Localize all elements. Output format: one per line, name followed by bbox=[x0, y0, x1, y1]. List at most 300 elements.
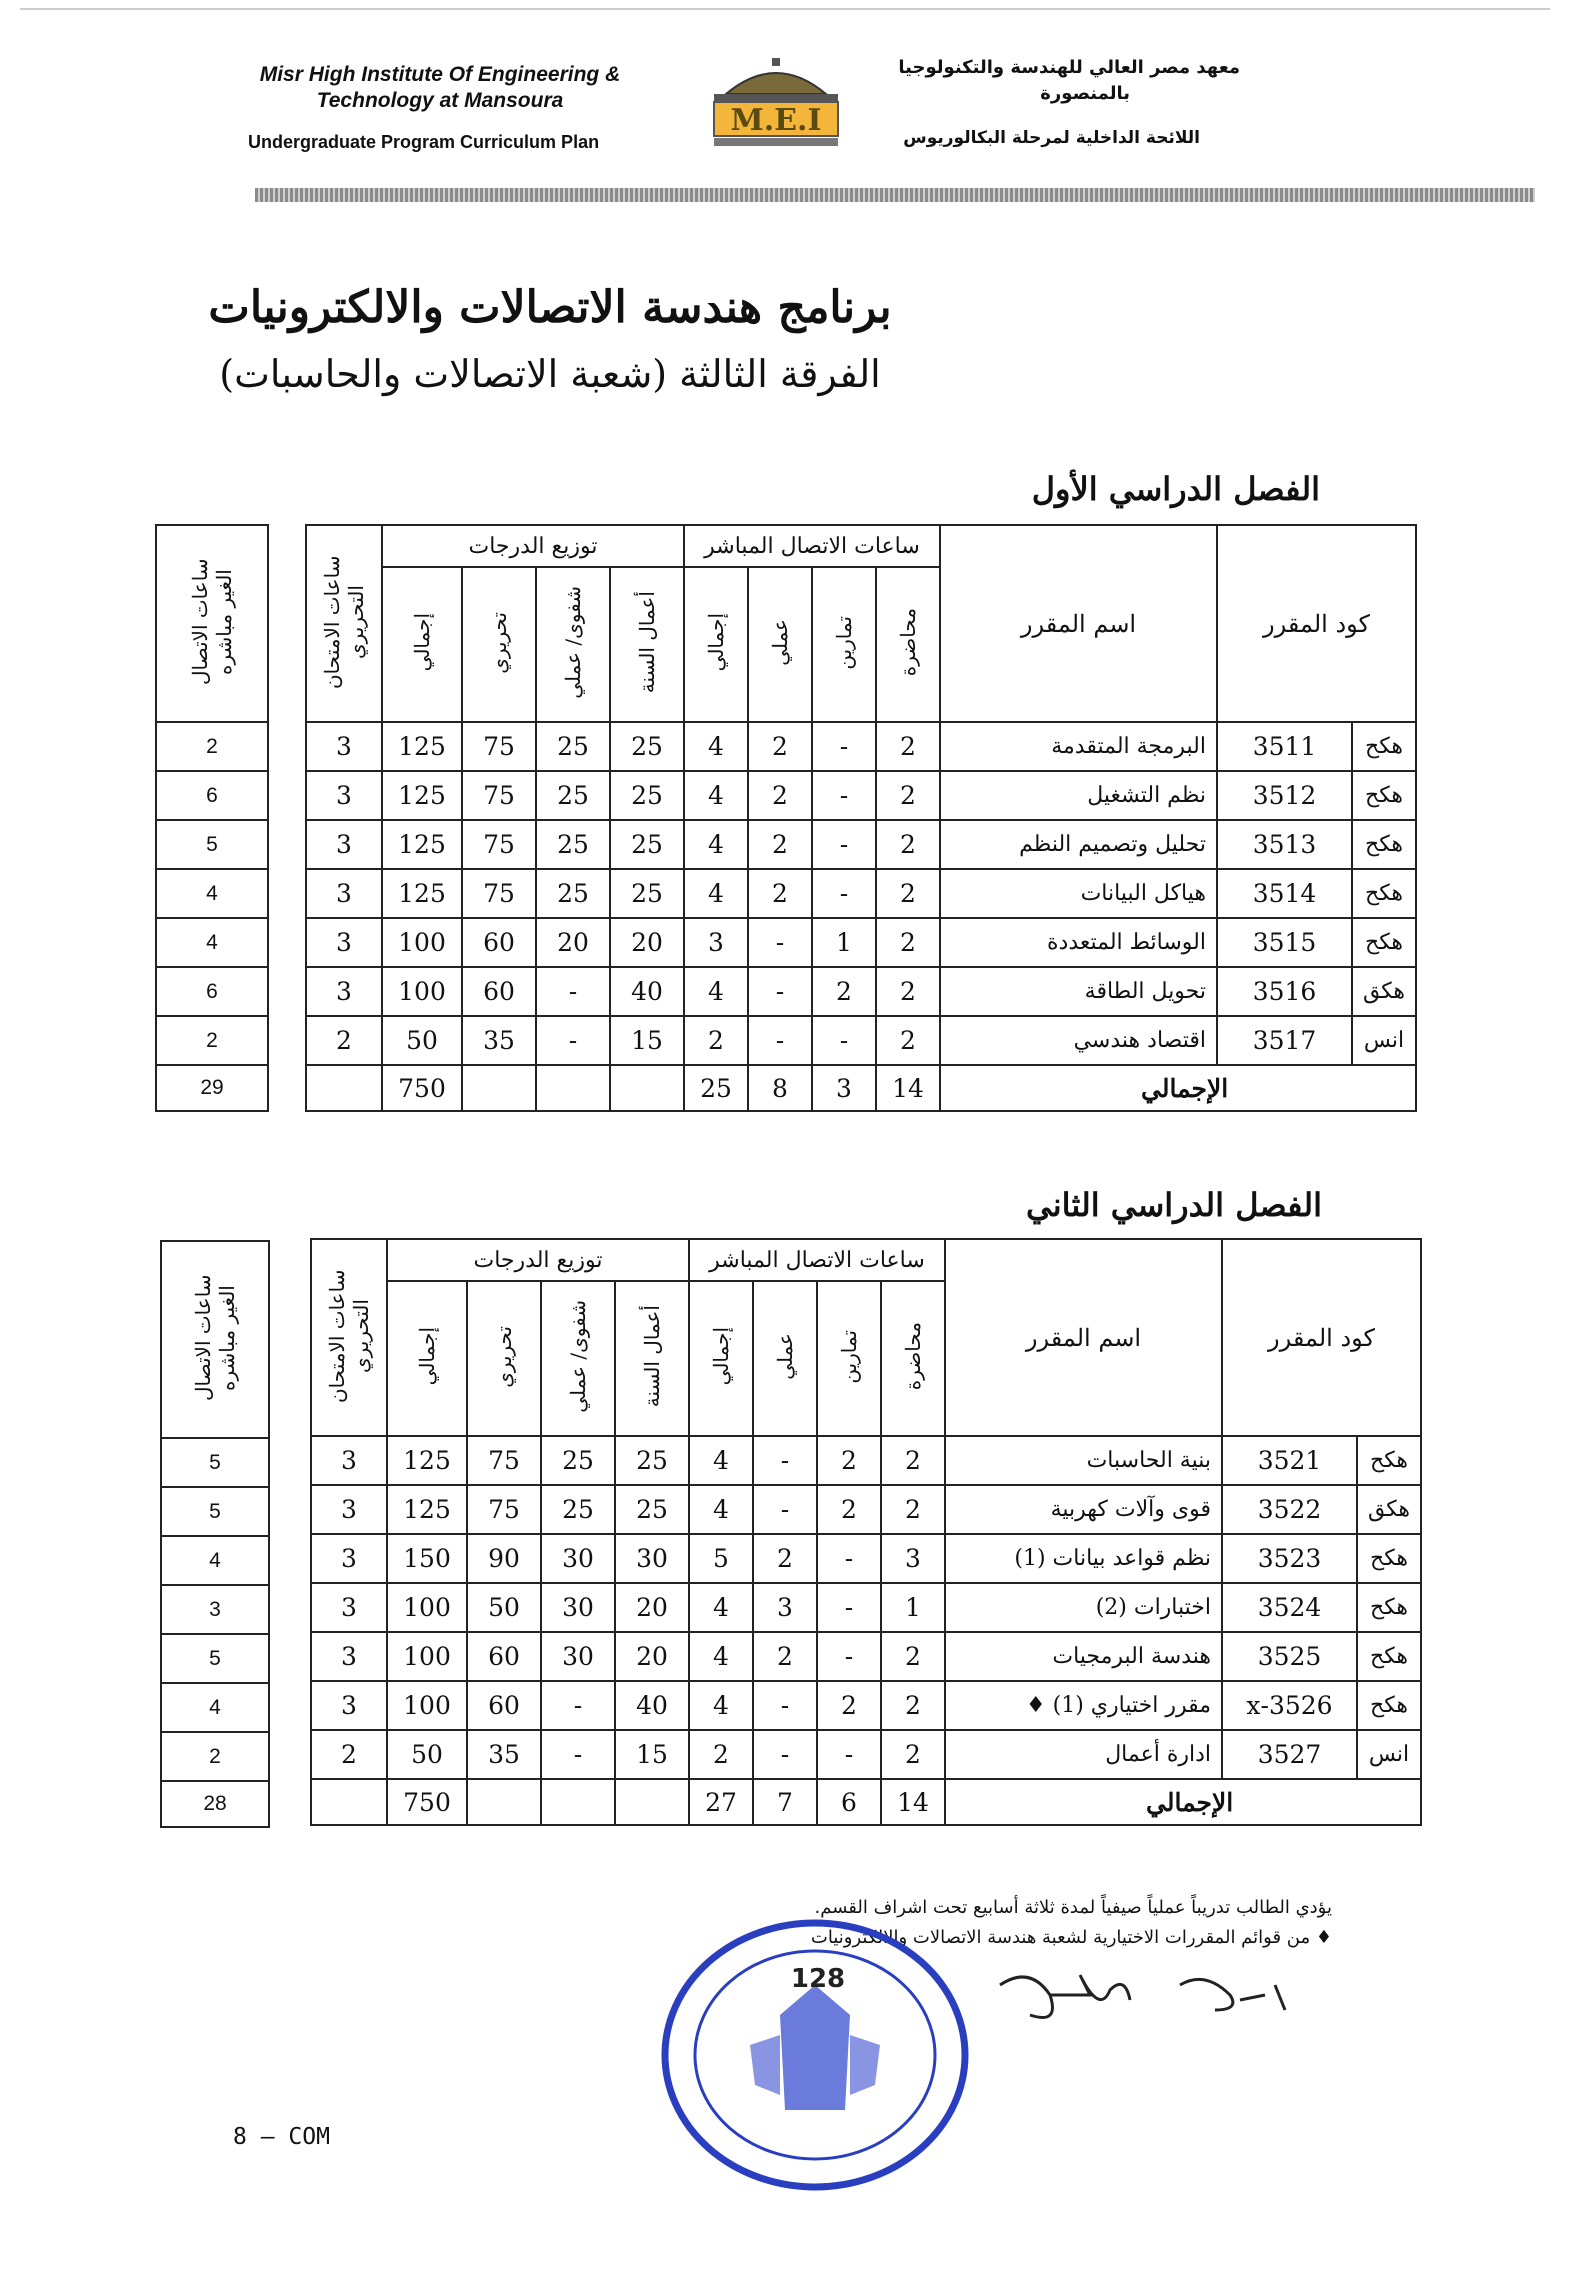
indirect-row bbox=[161, 1487, 269, 1536]
tutorial-hours: - bbox=[817, 1583, 881, 1632]
col-course-name: اسم المقرر bbox=[940, 525, 1217, 722]
exam-hours: 2 bbox=[306, 1016, 382, 1065]
course-row bbox=[306, 771, 1416, 820]
course-row bbox=[306, 820, 1416, 869]
course-code: 3512 bbox=[1217, 771, 1352, 820]
indirect-hours: 2 bbox=[161, 1732, 269, 1781]
course-dept: هكح bbox=[1357, 1632, 1421, 1681]
course-dept: هكق bbox=[1352, 967, 1416, 1016]
indirect-row bbox=[156, 1016, 268, 1065]
exam-hours: 3 bbox=[306, 967, 382, 1016]
col-tutorial bbox=[817, 1281, 881, 1436]
course-code: 3523 bbox=[1222, 1534, 1357, 1583]
total-hours: 4 bbox=[684, 820, 748, 869]
total-lecture: 14 bbox=[876, 1065, 940, 1111]
col-year-work bbox=[615, 1281, 689, 1436]
total-hours-label: إجمالي bbox=[704, 613, 728, 672]
lecture-label: محاضرة bbox=[896, 608, 920, 677]
course-code: 3526-x bbox=[1222, 1681, 1357, 1730]
total-hours: 4 bbox=[684, 967, 748, 1016]
course-code: 3516 bbox=[1217, 967, 1352, 1016]
course-name: تحويل الطاقة bbox=[940, 967, 1217, 1016]
lecture-hours: 1 bbox=[881, 1583, 945, 1632]
col-grade-total bbox=[387, 1281, 467, 1436]
year-work-grade: 15 bbox=[615, 1730, 689, 1779]
total-oral bbox=[541, 1779, 615, 1825]
practical-hours: 3 bbox=[753, 1583, 817, 1632]
course-row bbox=[311, 1534, 1421, 1583]
tutorial-hours: 1 bbox=[812, 918, 876, 967]
written-grade: 90 bbox=[467, 1534, 541, 1583]
total-hours: 4 bbox=[684, 771, 748, 820]
year-work-grade: 20 bbox=[615, 1632, 689, 1681]
course-name: اقتصاد هندسي bbox=[940, 1016, 1217, 1065]
lecture-hours: 3 bbox=[881, 1534, 945, 1583]
course-row bbox=[311, 1681, 1421, 1730]
tutorial-hours: - bbox=[812, 1016, 876, 1065]
institute-ar-line2: بالمنصورة bbox=[1040, 83, 1130, 104]
course-dept: هكح bbox=[1352, 722, 1416, 771]
course-row bbox=[306, 1016, 1416, 1065]
course-name: مقرر اختياري (1) ♦ bbox=[945, 1681, 1222, 1730]
total-year-work bbox=[610, 1065, 684, 1111]
course-dept: هكح bbox=[1357, 1681, 1421, 1730]
exam-hours-label: ساعات الامتحان التحريري bbox=[320, 554, 368, 689]
course-row bbox=[311, 1583, 1421, 1632]
lecture-hours: 2 bbox=[876, 869, 940, 918]
course-name: هياكل البيانات bbox=[940, 869, 1217, 918]
written-grade: 75 bbox=[462, 820, 536, 869]
indirect-row bbox=[161, 1683, 269, 1732]
course-row bbox=[306, 722, 1416, 771]
oral-grade: 25 bbox=[536, 869, 610, 918]
year-work-grade: 30 bbox=[615, 1534, 689, 1583]
logo-lettering: M.E.I bbox=[730, 103, 822, 138]
course-code: 3527 bbox=[1222, 1730, 1357, 1779]
indirect-total: 28 bbox=[161, 1781, 269, 1827]
grade-total-label: إجمالي bbox=[415, 1327, 439, 1386]
col-grade-total bbox=[382, 567, 462, 722]
indirect-hours-label: ساعات الاتصال الغير مباشره bbox=[191, 1274, 239, 1401]
totals-label: الإجمالي bbox=[940, 1065, 1416, 1111]
course-row bbox=[306, 918, 1416, 967]
exam-hours: 3 bbox=[311, 1681, 387, 1730]
total-hours: 4 bbox=[684, 722, 748, 771]
lecture-hours: 2 bbox=[876, 722, 940, 771]
col-written bbox=[467, 1281, 541, 1436]
institute-name-en bbox=[230, 62, 650, 114]
year-work-grade: 25 bbox=[615, 1436, 689, 1485]
practical-hours: 2 bbox=[753, 1534, 817, 1583]
total-exam bbox=[306, 1065, 382, 1111]
col-practical bbox=[748, 567, 812, 722]
total-contact: 27 bbox=[689, 1779, 753, 1825]
course-name: بنية الحاسبات bbox=[945, 1436, 1222, 1485]
total-hours: 4 bbox=[689, 1681, 753, 1730]
course-name: هندسة البرمجيات bbox=[945, 1632, 1222, 1681]
col-total-hours bbox=[684, 567, 748, 722]
col-contact-hours: ساعات الاتصال المباشر bbox=[684, 525, 940, 567]
practical-hours: - bbox=[753, 1485, 817, 1534]
indirect-hours: 4 bbox=[156, 869, 268, 918]
written-grade: 60 bbox=[462, 967, 536, 1016]
lecture-label: محاضرة bbox=[901, 1322, 925, 1391]
col-lecture bbox=[876, 567, 940, 722]
practical-hours: - bbox=[748, 918, 812, 967]
course-name: نظم التشغيل bbox=[940, 771, 1217, 820]
col-tutorial bbox=[812, 567, 876, 722]
course-code: 3514 bbox=[1217, 869, 1352, 918]
lecture-hours: 2 bbox=[881, 1632, 945, 1681]
course-dept: هكح bbox=[1357, 1583, 1421, 1632]
tutorial-label: تمارين bbox=[832, 615, 856, 670]
oral-grade: 25 bbox=[536, 771, 610, 820]
plan-title-en: Undergraduate Program Curriculum Plan bbox=[248, 132, 600, 152]
year-work-grade: 25 bbox=[610, 771, 684, 820]
course-dept: هكق bbox=[1357, 1485, 1421, 1534]
course-dept: هكح bbox=[1352, 771, 1416, 820]
written-grade: 35 bbox=[462, 1016, 536, 1065]
semester1-indirect-body bbox=[156, 722, 268, 1111]
course-dept: هكح bbox=[1357, 1534, 1421, 1583]
total-grades: 750 bbox=[387, 1779, 467, 1825]
exam-hours: 3 bbox=[311, 1632, 387, 1681]
header-divider bbox=[255, 188, 1535, 202]
year-work-grade: 25 bbox=[610, 722, 684, 771]
total-contact: 25 bbox=[684, 1065, 748, 1111]
oral-grade: - bbox=[541, 1681, 615, 1730]
totals-label: الإجمالي bbox=[945, 1779, 1421, 1825]
semester1-indirect-table bbox=[155, 524, 269, 1112]
signature bbox=[990, 1955, 1320, 2045]
practical-hours: 2 bbox=[748, 722, 812, 771]
course-name: اختبارات (2) bbox=[945, 1583, 1222, 1632]
indirect-row bbox=[156, 967, 268, 1016]
tutorial-hours: - bbox=[817, 1534, 881, 1583]
totals-row bbox=[306, 1065, 1416, 1111]
year-work-grade: 40 bbox=[615, 1681, 689, 1730]
written-grade: 60 bbox=[467, 1632, 541, 1681]
semester1-table bbox=[305, 524, 1417, 1112]
total-hours: 3 bbox=[684, 918, 748, 967]
grade-total: 125 bbox=[382, 820, 462, 869]
grade-total: 50 bbox=[382, 1016, 462, 1065]
semester2-body bbox=[311, 1436, 1421, 1825]
grade-total: 100 bbox=[382, 967, 462, 1016]
total-hours: 4 bbox=[684, 869, 748, 918]
total-written bbox=[467, 1779, 541, 1825]
indirect-row bbox=[161, 1585, 269, 1634]
institute-logo bbox=[706, 56, 846, 154]
course-name: ادارة أعمال bbox=[945, 1730, 1222, 1779]
written-label: تحريري bbox=[492, 1325, 516, 1388]
course-row bbox=[306, 967, 1416, 1016]
institute-ar-line1: معهد مصر العالي للهندسة والتكنولوجيا bbox=[898, 57, 1240, 78]
indirect-hours: 2 bbox=[156, 1016, 268, 1065]
institute-en-line1: Misr High Institute Of Engineering & bbox=[259, 63, 621, 86]
indirect-hours: 4 bbox=[161, 1683, 269, 1732]
course-code: 3525 bbox=[1222, 1632, 1357, 1681]
year-work-grade: 15 bbox=[610, 1016, 684, 1065]
tutorial-hours: 2 bbox=[817, 1681, 881, 1730]
tutorial-hours: - bbox=[812, 869, 876, 918]
practical-label: عملي bbox=[773, 1333, 797, 1380]
total-hours: 2 bbox=[684, 1016, 748, 1065]
tutorial-label: تمارين bbox=[837, 1329, 861, 1384]
course-code: 3521 bbox=[1222, 1436, 1357, 1485]
written-grade: 75 bbox=[467, 1436, 541, 1485]
year-work-grade: 20 bbox=[615, 1583, 689, 1632]
written-grade: 75 bbox=[467, 1485, 541, 1534]
indirect-row bbox=[156, 869, 268, 918]
col-oral bbox=[541, 1281, 615, 1436]
practical-hours: - bbox=[753, 1681, 817, 1730]
program-title: برنامج هندسة الاتصالات والالكترونيات bbox=[208, 282, 892, 333]
indirect-hours: 6 bbox=[156, 771, 268, 820]
year-work-grade: 25 bbox=[610, 820, 684, 869]
oral-label: شفوى/ عملي bbox=[561, 586, 585, 699]
course-name: تحليل وتصميم النظم bbox=[940, 820, 1217, 869]
tutorial-hours: 2 bbox=[812, 967, 876, 1016]
col-exam-hours bbox=[311, 1239, 387, 1436]
official-stamp bbox=[650, 1895, 980, 2195]
total-hours: 4 bbox=[689, 1485, 753, 1534]
oral-label: شفوى/ عملي bbox=[566, 1300, 590, 1413]
indirect-hours-label: ساعات الاتصال الغير مباشره bbox=[188, 558, 236, 685]
note-electives: ♦ من قوائم المقررات الاختيارية لشعبة هندسة الاتصالات والالكترونيات bbox=[810, 1927, 1332, 1948]
col-contact-hours: ساعات الاتصال المباشر bbox=[689, 1239, 945, 1281]
oral-grade: 30 bbox=[541, 1583, 615, 1632]
practical-hours: - bbox=[753, 1436, 817, 1485]
course-row bbox=[306, 869, 1416, 918]
practical-hours: 2 bbox=[748, 820, 812, 869]
semester2-indirect-table bbox=[160, 1240, 270, 1828]
lecture-hours: 2 bbox=[876, 1016, 940, 1065]
grade-total: 125 bbox=[387, 1436, 467, 1485]
grade-total: 100 bbox=[387, 1632, 467, 1681]
course-name: الوسائط المتعددة bbox=[940, 918, 1217, 967]
col-year-work bbox=[610, 567, 684, 722]
tutorial-hours: - bbox=[812, 820, 876, 869]
col-lecture bbox=[881, 1281, 945, 1436]
lecture-hours: 2 bbox=[876, 918, 940, 967]
written-grade: 50 bbox=[467, 1583, 541, 1632]
grade-total: 125 bbox=[387, 1485, 467, 1534]
course-name: البرمجة المتقدمة bbox=[940, 722, 1217, 771]
practical-hours: 2 bbox=[748, 771, 812, 820]
written-grade: 75 bbox=[462, 722, 536, 771]
note-training: يؤدي الطالب تدريباً عملياً صيفياً لمدة ثلاثة أسابيع تحت اشراف القسم. bbox=[814, 1897, 1332, 1918]
written-grade: 75 bbox=[462, 771, 536, 820]
grade-total-label: إجمالي bbox=[410, 613, 434, 672]
exam-hours: 3 bbox=[311, 1583, 387, 1632]
grade-total: 125 bbox=[382, 771, 462, 820]
lecture-hours: 2 bbox=[881, 1436, 945, 1485]
indirect-row bbox=[156, 771, 268, 820]
indirect-row bbox=[156, 722, 268, 771]
practical-hours: - bbox=[748, 1016, 812, 1065]
semester2-table bbox=[310, 1238, 1422, 1826]
col-course-name: اسم المقرر bbox=[945, 1239, 1222, 1436]
indirect-hours: 6 bbox=[156, 967, 268, 1016]
oral-grade: - bbox=[541, 1730, 615, 1779]
grade-total: 100 bbox=[387, 1681, 467, 1730]
course-row bbox=[311, 1485, 1421, 1534]
course-dept: هكح bbox=[1352, 869, 1416, 918]
semester1-body bbox=[306, 722, 1416, 1111]
lecture-hours: 2 bbox=[876, 820, 940, 869]
exam-hours: 3 bbox=[306, 771, 382, 820]
indirect-hours: 4 bbox=[161, 1536, 269, 1585]
semester2-indirect-body bbox=[161, 1438, 269, 1827]
practical-hours: - bbox=[753, 1730, 817, 1779]
total-written bbox=[462, 1065, 536, 1111]
semester2-title: الفصل الدراسي الثاني bbox=[1026, 1186, 1322, 1224]
total-hours: 2 bbox=[689, 1730, 753, 1779]
grade-total: 150 bbox=[387, 1534, 467, 1583]
lecture-hours: 2 bbox=[881, 1681, 945, 1730]
oral-grade: 25 bbox=[541, 1485, 615, 1534]
col-indirect-hours bbox=[161, 1241, 269, 1438]
exam-hours-label: ساعات الامتحان التحريري bbox=[325, 1268, 373, 1403]
indirect-row bbox=[161, 1634, 269, 1683]
oral-grade: 30 bbox=[541, 1632, 615, 1681]
total-year-work bbox=[615, 1779, 689, 1825]
indirect-row bbox=[161, 1732, 269, 1781]
practical-hours: - bbox=[748, 967, 812, 1016]
year-work-grade: 20 bbox=[610, 918, 684, 967]
year-work-label: أعمال السنة bbox=[635, 591, 659, 694]
course-row bbox=[311, 1730, 1421, 1779]
oral-grade: 25 bbox=[541, 1436, 615, 1485]
stamp-number: 128 bbox=[790, 1964, 846, 1994]
lecture-hours: 2 bbox=[876, 967, 940, 1016]
page-code: 8 – COM bbox=[233, 2124, 330, 2150]
total-hours: 4 bbox=[689, 1583, 753, 1632]
grade-total: 50 bbox=[387, 1730, 467, 1779]
course-dept: هكح bbox=[1352, 918, 1416, 967]
institute-name-ar bbox=[880, 55, 1240, 107]
course-name: قوى وآلات كهربية bbox=[945, 1485, 1222, 1534]
oral-grade: 30 bbox=[541, 1534, 615, 1583]
exam-hours: 3 bbox=[311, 1436, 387, 1485]
col-practical bbox=[753, 1281, 817, 1436]
total-tutorial: 3 bbox=[812, 1065, 876, 1111]
written-grade: 60 bbox=[462, 918, 536, 967]
total-hours: 4 bbox=[689, 1436, 753, 1485]
lecture-hours: 2 bbox=[881, 1485, 945, 1534]
indirect-total-row bbox=[161, 1781, 269, 1827]
written-grade: 75 bbox=[462, 869, 536, 918]
course-row bbox=[311, 1632, 1421, 1681]
lecture-hours: 2 bbox=[881, 1730, 945, 1779]
col-course-code: كود المقرر bbox=[1217, 525, 1416, 722]
col-total-hours bbox=[689, 1281, 753, 1436]
level-title: الفرقة الثالثة (شعبة الاتصالات والحاسبات) bbox=[219, 352, 881, 396]
indirect-hours: 5 bbox=[161, 1634, 269, 1683]
oral-grade: 20 bbox=[536, 918, 610, 967]
col-course-code: كود المقرر bbox=[1222, 1239, 1421, 1436]
col-grades: توزيع الدرجات bbox=[387, 1239, 689, 1281]
course-code: 3515 bbox=[1217, 918, 1352, 967]
total-practical: 8 bbox=[748, 1065, 812, 1111]
total-oral bbox=[536, 1065, 610, 1111]
indirect-hours: 2 bbox=[156, 722, 268, 771]
course-name: نظم قواعد بيانات (1) bbox=[945, 1534, 1222, 1583]
oral-grade: - bbox=[536, 967, 610, 1016]
practical-hours: 2 bbox=[753, 1632, 817, 1681]
total-tutorial: 6 bbox=[817, 1779, 881, 1825]
indirect-total-row bbox=[156, 1065, 268, 1111]
course-dept: انس bbox=[1357, 1730, 1421, 1779]
col-exam-hours bbox=[306, 525, 382, 722]
indirect-row bbox=[156, 918, 268, 967]
exam-hours: 3 bbox=[306, 869, 382, 918]
indirect-row bbox=[156, 820, 268, 869]
course-dept: هكح bbox=[1357, 1436, 1421, 1485]
oral-grade: 25 bbox=[536, 820, 610, 869]
grade-total: 125 bbox=[382, 722, 462, 771]
lecture-hours: 2 bbox=[876, 771, 940, 820]
tutorial-hours: - bbox=[812, 771, 876, 820]
tutorial-hours: 2 bbox=[817, 1485, 881, 1534]
written-label: تحريري bbox=[487, 611, 511, 674]
course-code: 3511 bbox=[1217, 722, 1352, 771]
year-work-label: أعمال السنة bbox=[640, 1305, 664, 1408]
total-hours-label: إجمالي bbox=[709, 1327, 733, 1386]
year-work-grade: 40 bbox=[610, 967, 684, 1016]
institute-en-line2: Technology at Mansoura bbox=[316, 89, 564, 112]
course-code: 3513 bbox=[1217, 820, 1352, 869]
written-grade: 35 bbox=[467, 1730, 541, 1779]
exam-hours: 3 bbox=[306, 722, 382, 771]
year-work-grade: 25 bbox=[610, 869, 684, 918]
tutorial-hours: - bbox=[812, 722, 876, 771]
page-header bbox=[0, 0, 1570, 210]
total-lecture: 14 bbox=[881, 1779, 945, 1825]
oral-grade: - bbox=[536, 1016, 610, 1065]
plan-title-ar: اللائحة الداخلية لمرحلة البكالوريوس bbox=[903, 128, 1200, 148]
exam-hours: 3 bbox=[311, 1534, 387, 1583]
col-indirect-hours bbox=[156, 525, 268, 722]
year-work-grade: 25 bbox=[615, 1485, 689, 1534]
total-exam bbox=[311, 1779, 387, 1825]
practical-label: عملي bbox=[768, 619, 792, 666]
grade-total: 100 bbox=[382, 918, 462, 967]
course-dept: هكح bbox=[1352, 820, 1416, 869]
exam-hours: 3 bbox=[306, 918, 382, 967]
total-practical: 7 bbox=[753, 1779, 817, 1825]
indirect-total: 29 bbox=[156, 1065, 268, 1111]
indirect-row bbox=[161, 1438, 269, 1487]
course-row bbox=[311, 1436, 1421, 1485]
indirect-hours: 5 bbox=[161, 1438, 269, 1487]
oral-grade: 25 bbox=[536, 722, 610, 771]
course-code: 3524 bbox=[1222, 1583, 1357, 1632]
tutorial-hours: - bbox=[817, 1730, 881, 1779]
total-hours: 4 bbox=[689, 1632, 753, 1681]
course-code: 3517 bbox=[1217, 1016, 1352, 1065]
semester1-title: الفصل الدراسي الأول bbox=[1031, 470, 1320, 508]
col-written bbox=[462, 567, 536, 722]
totals-row bbox=[311, 1779, 1421, 1825]
indirect-row bbox=[161, 1536, 269, 1585]
indirect-hours: 5 bbox=[161, 1487, 269, 1536]
indirect-hours: 5 bbox=[156, 820, 268, 869]
exam-hours: 2 bbox=[311, 1730, 387, 1779]
course-dept: انس bbox=[1352, 1016, 1416, 1065]
exam-hours: 3 bbox=[306, 820, 382, 869]
